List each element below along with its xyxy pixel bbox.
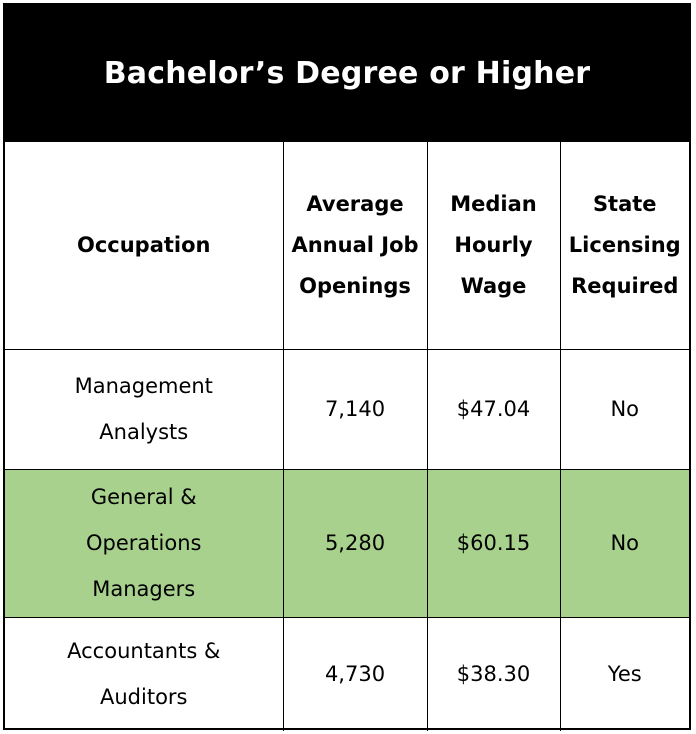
cell-licensing: No <box>560 349 689 469</box>
column-header-licensing <box>560 142 689 349</box>
occupation-label: Accountants & Auditors <box>67 639 221 710</box>
table-row <box>5 349 689 469</box>
cell-wage: $38.30 <box>427 617 560 731</box>
occupation-label: General & Operations Managers <box>86 485 202 601</box>
cell-occupation <box>5 349 283 469</box>
column-header-occupation: Occupation <box>5 142 283 349</box>
cell-wage: $60.15 <box>427 469 560 617</box>
header-row <box>5 142 689 349</box>
cell-openings: 5,280 <box>283 469 427 617</box>
column-header-licensing-label: State Licensing Required <box>568 191 681 298</box>
column-header-wage <box>427 142 560 349</box>
cell-occupation <box>5 469 283 617</box>
occupation-table <box>5 142 689 731</box>
column-header-openings-label: Average Annual Job Openings <box>291 191 419 298</box>
cell-licensing: No <box>560 469 689 617</box>
cell-licensing: Yes <box>560 617 689 731</box>
column-header-wage-label: Median Hourly Wage <box>450 191 537 298</box>
cell-openings: 7,140 <box>283 349 427 469</box>
cell-wage: $47.04 <box>427 349 560 469</box>
column-header-openings <box>283 142 427 349</box>
table-title: Bachelor’s Degree or Higher <box>5 5 689 142</box>
cell-openings: 4,730 <box>283 617 427 731</box>
cell-occupation <box>5 617 283 731</box>
occupation-table-card <box>3 3 691 730</box>
occupation-label: Management Analysts <box>74 374 213 444</box>
table-row-highlighted <box>5 469 689 617</box>
table-row <box>5 617 689 731</box>
